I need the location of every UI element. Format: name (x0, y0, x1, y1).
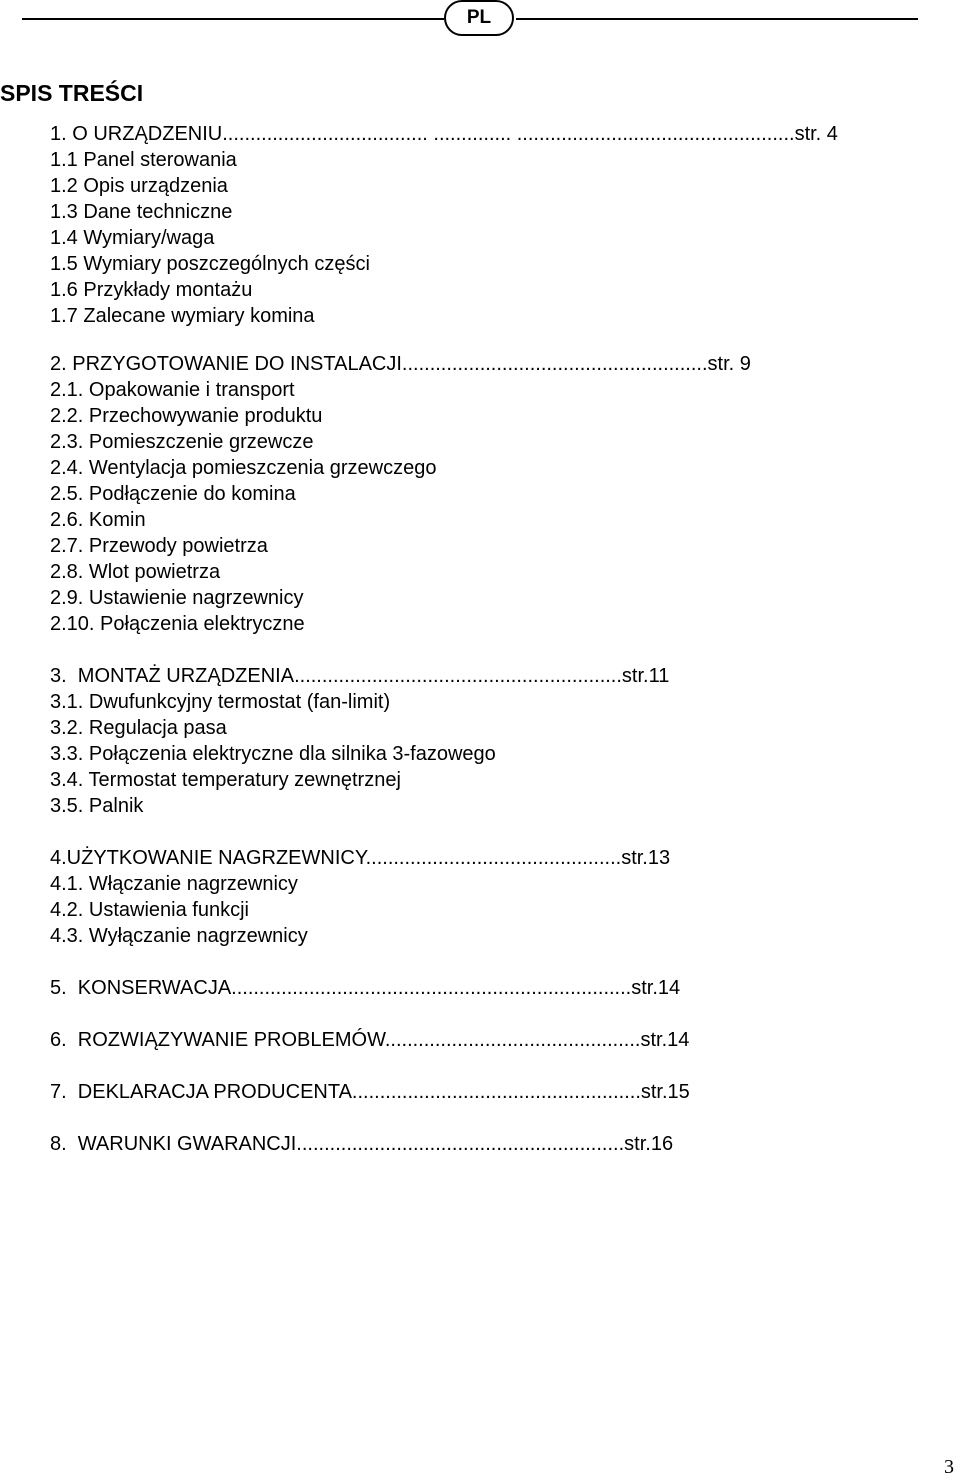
toc-entry: 8. WARUNKI GWARANCJI...........................................................str.16 (50, 1133, 674, 1155)
toc-entry: 4.3. Wyłączanie nagrzewnicy (50, 925, 308, 947)
toc-entry: 2.7. Przewody powietrza (50, 535, 268, 557)
toc-entry: 4.2. Ustawienia funkcji (50, 899, 249, 921)
page-number: 3 (944, 1456, 954, 1478)
toc-entry: 3.3. Połączenia elektryczne dla silnika 3-fazowego (50, 743, 496, 765)
toc-entry: 2. PRZYGOTOWANIE DO INSTALACJI.......................................................str. 9 (50, 353, 751, 375)
toc-entry: 3.2. Regulacja pasa (50, 717, 227, 739)
toc-entry: 7. DEKLARACJA PRODUCENTA....................................................str.15 (50, 1081, 690, 1103)
toc-entry: 1.6 Przykłady montażu (50, 279, 253, 301)
toc-entry: 4.UŻYTKOWANIE NAGRZEWNICY..............................................str.13 (50, 847, 671, 869)
toc-entry: 2.3. Pomieszczenie grzewcze (50, 431, 314, 453)
toc-entry: 1. O URZĄDZENIU..................................... .............. ..................................................str. 4 (50, 123, 838, 145)
toc-entry: 2.9. Ustawienie nagrzewnicy (50, 587, 304, 609)
header-rule-left (22, 18, 444, 20)
toc-entry: 4.1. Włączanie nagrzewnicy (50, 873, 298, 895)
toc-entry: 2.2. Przechowywanie produktu (50, 405, 323, 427)
toc-entry: 2.4. Wentylacja pomieszczenia grzewczego (50, 457, 437, 479)
toc-entry: 1.3 Dane techniczne (50, 201, 233, 223)
header-rule-right (516, 18, 918, 20)
toc-entry: 2.8. Wlot powietrza (50, 561, 221, 583)
toc-entry: 1.5 Wymiary poszczególnych części (50, 253, 370, 275)
toc-entry: 3.1. Dwufunkcyjny termostat (fan-limit) (50, 691, 391, 713)
toc-entry: 1.7 Zalecane wymiary komina (50, 305, 315, 327)
toc-entry: 2.10. Połączenia elektryczne (50, 613, 305, 635)
toc-entry: 3. MONTAŻ URZĄDZENIA...........................................................str.11 (50, 665, 670, 687)
page-title: SPIS TREŚCI (0, 80, 144, 106)
toc-entry: 1.4 Wymiary/waga (50, 227, 215, 249)
toc-entry: 3.4. Termostat temperatury zewnętrznej (50, 769, 401, 791)
toc-entry: 2.5. Podłączenie do komina (50, 483, 296, 505)
toc-entry: 5. KONSERWACJA........................................................................str.14 (50, 977, 681, 999)
toc-entry: 6. ROZWIĄZYWANIE PROBLEMÓW..............................................str.14 (50, 1029, 690, 1051)
language-badge: PL (444, 0, 514, 36)
toc-entry: 3.5. Palnik (50, 795, 144, 817)
toc-entry: 2.1. Opakowanie i transport (50, 379, 295, 401)
toc-entry: 1.1 Panel sterowania (50, 149, 237, 171)
toc-entry: 1.2 Opis urządzenia (50, 175, 228, 197)
toc-entry: 2.6. Komin (50, 509, 146, 531)
